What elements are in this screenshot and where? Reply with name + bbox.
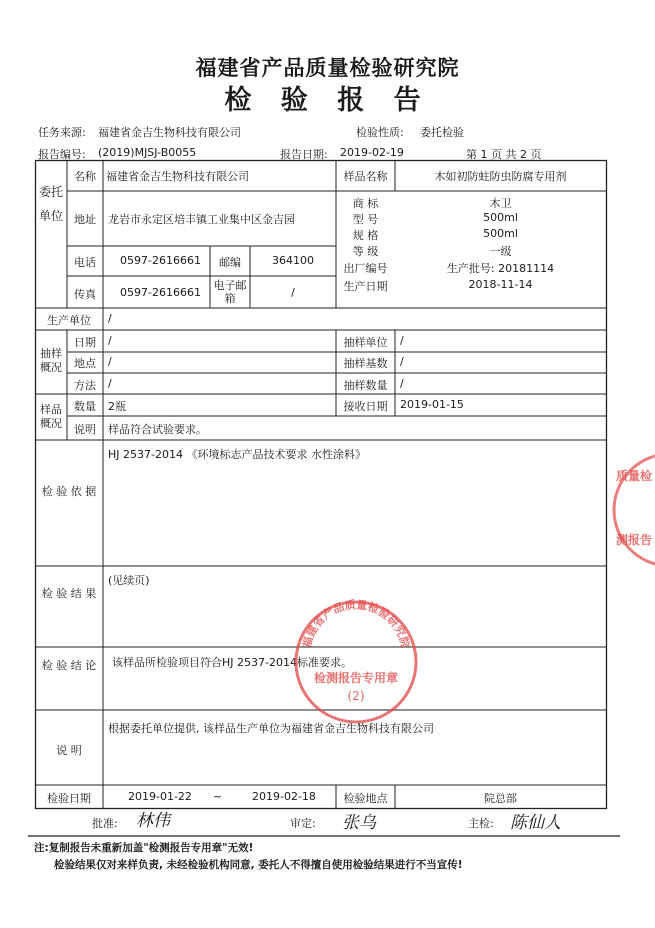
seal-ring-text: 福建省产品质量检验研究院 (300, 598, 412, 650)
client-section-label: 委托单位 (38, 185, 63, 223)
client-postcode-value: 364100 (272, 254, 314, 267)
sampling-unit-value: / (400, 334, 404, 347)
source-label: 任务来源: (38, 126, 86, 139)
approve-label: 批准: (92, 817, 118, 830)
prod-date-label: 生产日期 (343, 280, 388, 293)
sample-qty-value: 2瓶 (108, 400, 126, 413)
test-place-label: 检验地点 (343, 792, 388, 805)
client-fax-label: 传真 (74, 288, 96, 301)
date-value: 2019-02-19 (340, 146, 404, 159)
spec-value: 500ml (483, 227, 518, 240)
page-info: 第 1 页 共 2 页 (466, 148, 542, 161)
sampling-qty-label: 抽样数量 (343, 379, 388, 392)
conclusion-label: 检 验 结 论 (41, 659, 97, 672)
serial-value: 生产批号: 20181114 (446, 262, 555, 275)
nature-label: 检验性质: (356, 126, 404, 139)
edge-seal (610, 440, 655, 580)
edge-seal-text-2: 测报告 (616, 533, 653, 547)
svg-text:福建省产品质量检验研究院 (299, 598, 412, 650)
model-label: 型 号 (352, 213, 379, 226)
test-date-end: 2019-02-18 (252, 790, 316, 803)
brand-label: 商 标 (352, 197, 379, 210)
client-address-label: 地址 (74, 213, 96, 226)
client-address-value: 龙岩市永定区培丰镇工业集中区金吉园 (108, 213, 295, 226)
receive-date-label: 接收日期 (343, 400, 388, 413)
grade-value: 一级 (489, 245, 512, 258)
client-postcode-label: 邮编 (219, 256, 241, 269)
official-seal (292, 598, 420, 726)
sampling-base-value: / (400, 355, 404, 368)
client-email-value: / (291, 286, 295, 299)
sampling-qty-value: / (400, 377, 404, 390)
spec-label: 规 格 (352, 229, 379, 242)
note-line-2: 检验结果仅对来样负责, 未经检验机构同意, 委托人不得擅自使用检验结果进行不当宣传! (54, 859, 463, 871)
sampling-unit-label: 抽样单位 (343, 336, 388, 349)
client-fax-value: 0597-2616661 (120, 286, 201, 299)
client-name-value: 福建省金吉生物科技有限公司 (106, 170, 249, 183)
remarks-value: 根据委托单位提供, 该样品生产单位为福建省金吉生物科技有限公司 (108, 722, 434, 735)
approve-signature: 林伟 (136, 811, 170, 831)
conclusion-value: 该样品所检验项目符合HJ 2537-2014标准要求。 (112, 656, 352, 669)
sampling-method-value: / (108, 377, 112, 390)
sample-name-label: 样品名称 (343, 170, 388, 183)
test-date-start: 2019-01-22 (128, 790, 192, 803)
note-line-1: 注:复制报告未重新加盖"检测报告专用章"无效! (34, 842, 254, 854)
sampling-date-label: 日期 (74, 336, 96, 349)
grade-label: 等 级 (352, 245, 379, 258)
report-title: 检 验 报 告 (224, 85, 431, 116)
producer-label: 生产单位 (47, 314, 91, 327)
client-phone-label: 电话 (74, 256, 96, 269)
basis-label: 检 验 依 据 (41, 485, 97, 498)
basis-value: HJ 2537-2014 《环境标志产品技术要求 水性涂料》 (108, 448, 366, 461)
test-date-label: 检验日期 (47, 792, 91, 805)
sample-overview-section-label: 样品概况 (40, 403, 62, 430)
sample-desc-label: 说明 (74, 423, 96, 436)
seal-center-text: 检测报告专用章 (313, 671, 399, 685)
test-place-value: 院总部 (484, 792, 517, 805)
sample-desc-value: 样品符合试验要求。 (108, 423, 207, 436)
sampling-base-label: 抽样基数 (343, 357, 388, 370)
brand-value: 木卫 (489, 197, 512, 210)
client-name-label: 名称 (74, 170, 96, 183)
source-value: 福建省金吉生物科技有限公司 (98, 126, 241, 139)
seal-number: (2) (347, 689, 365, 703)
producer-value: / (108, 312, 112, 325)
sample-name-value: 木如初防蛀防虫防腐专用剂 (434, 170, 567, 183)
sampling-section-label: 抽样概况 (40, 347, 62, 374)
inspect-label: 主检: (468, 817, 494, 830)
serial-label: 出厂编号 (343, 262, 388, 275)
receive-date-value: 2019-01-15 (400, 398, 464, 411)
sampling-date-value: / (108, 334, 112, 347)
client-phone-value: 0597-2616661 (120, 254, 201, 267)
date-label: 报告日期: (280, 148, 328, 161)
model-value: 500ml (483, 211, 518, 224)
sampling-place-value: / (108, 355, 112, 368)
test-date-separator: ~ (213, 790, 223, 803)
institute-name: 福建省产品质量检验研究院 (195, 55, 460, 80)
nature-value: 委托检验 (420, 126, 464, 139)
sampling-method-label: 方法 (74, 379, 96, 392)
edge-seal-text-1: 质量检 (616, 469, 653, 483)
number-label: 报告编号: (38, 148, 86, 161)
prod-date-value: 2018-11-14 (468, 278, 533, 291)
review-signature: 张乌 (342, 813, 376, 833)
remarks-label: 说 明 (56, 744, 82, 757)
result-label: 检 验 结 果 (41, 587, 97, 600)
sample-qty-label: 数量 (74, 400, 96, 413)
client-email-label: 电子邮箱 (213, 279, 247, 305)
review-label: 审定: (290, 817, 316, 830)
number-value: (2019)MJSJ-B0055 (98, 146, 197, 159)
inspect-signature: 陈仙人 (510, 813, 561, 833)
sampling-place-label: 地点 (74, 357, 96, 370)
result-value: (见续页) (108, 574, 150, 587)
